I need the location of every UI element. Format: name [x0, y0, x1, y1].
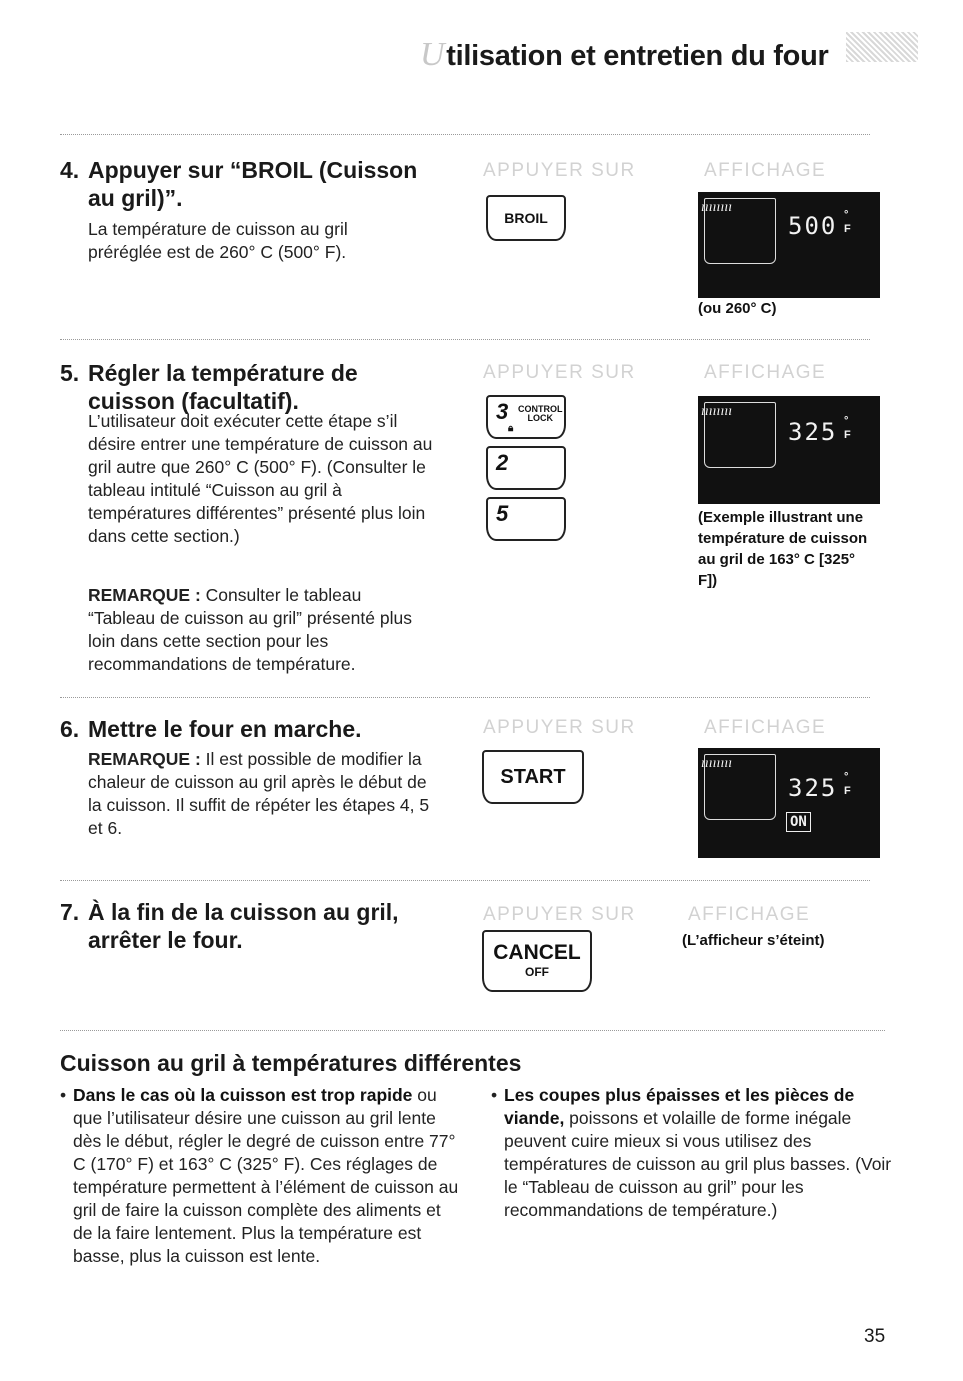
bullet-lead: Les coupes plus épaisses et les pièces de viande, — [504, 1085, 855, 1128]
divider — [60, 1030, 885, 1031]
oven-display-step-5 — [698, 396, 880, 504]
number-5-key[interactable] — [486, 497, 566, 541]
bullet-lead: Dans le cas où la cuisson est trop rapide — [73, 1085, 413, 1105]
bullet-text: poissons et volaille de forme inégale peuvent cuire mieux si vous utilisez des températures de cuisson au gril plus basses. (Voir le “Tableau de cuisson au gril” pour les recommandations de température.) — [504, 1108, 892, 1220]
display-unit-degree: ° — [844, 415, 849, 427]
number-2-key[interactable] — [486, 446, 566, 490]
note-label: REMARQUE : — [88, 749, 201, 769]
control-lock-label — [518, 405, 563, 423]
start-key[interactable] — [482, 750, 584, 804]
step-4-body: La température de cuisson au gril préréglée est de 260° C (500° F). — [88, 219, 348, 262]
display-unit-letter: F — [844, 785, 851, 797]
display-temperature: 500 — [788, 212, 838, 240]
oven-display-step-6 — [698, 748, 880, 858]
display-column-heading: AFFICHAGE — [704, 362, 827, 383]
off-key-label: OFF — [525, 965, 549, 979]
step-number: 4. — [60, 157, 80, 183]
key-number: 2 — [496, 450, 509, 475]
display-temperature: 325 — [788, 774, 838, 802]
step-title-line: Appuyer sur “BROIL (Cuisson — [88, 157, 418, 183]
section-title: Cuisson au gril à températures différentes — [60, 1050, 522, 1076]
start-key-label: START — [500, 765, 566, 788]
step-5-caption: (Exemple illustrant une température de cuisson au gril de 163° C [325° F]) — [698, 509, 868, 589]
display-column-heading: AFFICHAGE — [704, 717, 827, 738]
display-indicator: ıııııııı — [701, 756, 733, 771]
broil-key[interactable] — [486, 195, 566, 241]
note-text: Il est possible de modifier la chaleur de cuisson au gril après le début de la cuisson. Il suffit de répéter les étapes 4, 5 et 6. — [88, 749, 430, 838]
display-column-heading: AFFICHAGE — [688, 904, 811, 925]
step-6-note — [88, 748, 438, 840]
key-sublabel-top: CONTROL — [518, 404, 563, 414]
broil-key-label: BROIL — [504, 210, 548, 226]
press-column-heading: APPUYER SUR — [483, 160, 636, 181]
bullet-item-1 — [60, 1084, 460, 1268]
display-temperature: 325 — [788, 418, 838, 446]
divider — [60, 880, 870, 881]
step-7-caption: (L’afficheur s’éteint) — [682, 932, 825, 949]
step-number: 5. — [60, 360, 80, 386]
bullet-dot: • — [491, 1085, 498, 1105]
press-column-heading: APPUYER SUR — [483, 904, 636, 925]
step-title-line: Régler la température de — [88, 360, 358, 386]
display-indicator: ıııııııı — [701, 404, 733, 419]
header-title-initial: U — [420, 36, 445, 73]
step-4-title — [60, 156, 460, 212]
header-decoration — [846, 32, 918, 62]
oven-display-step-4 — [698, 192, 880, 298]
step-4-caption: (ou 260° C) — [698, 300, 777, 317]
page-number: 35 — [864, 1326, 886, 1347]
key-number: 3 — [496, 399, 509, 424]
press-column-heading: APPUYER SUR — [483, 717, 636, 738]
on-indicator-badge: ON — [786, 812, 811, 832]
step-title-line: cuisson (facultatif). — [88, 388, 299, 414]
display-unit-letter: F — [844, 429, 851, 441]
key-number: 5 — [496, 501, 509, 526]
step-number: 6. — [60, 716, 80, 742]
display-unit-letter: F — [844, 223, 851, 235]
header-title-text: tilisation et entretien du four — [446, 40, 829, 72]
cancel-off-key[interactable] — [482, 930, 592, 992]
note-label: REMARQUE : — [88, 585, 201, 605]
display-unit-degree: ° — [844, 209, 849, 221]
step-7-title — [60, 898, 460, 954]
cancel-key-label: CANCEL — [493, 941, 581, 964]
step-5-body: L’utilisateur doit exécuter cette étape s’il désire entrer une température de cuisson au gril autre que 260° C (500° F). (Consulter le tableau intitulé “Cuisson au gril à températures différentes” présenté plus loin dans cette section.) — [88, 411, 433, 546]
step-6-title — [60, 715, 460, 743]
number-3-key[interactable] — [486, 395, 566, 439]
bullet-item-2 — [491, 1084, 901, 1222]
step-title-line: au gril)”. — [88, 185, 183, 211]
display-column-heading: AFFICHAGE — [704, 160, 827, 181]
divider — [60, 134, 870, 135]
divider — [60, 697, 870, 698]
bullet-text: ou que l’utilisateur désire une cuisson au gril lente dès le début, régler le degré de cuisson entre 77° C (170° F) et 163° C (325° F). Ces réglages de température permettent à l’élément de cuisson au gril de faire la cuisson complète des aliments et de la faire lentement. Plus la température est basse, plus la cuisson est lente. — [73, 1085, 459, 1266]
page-header-title — [420, 36, 828, 74]
lock-icon: 🔒︎ — [508, 423, 514, 434]
note-text: Consulter le tableau “Tableau de cuisson au gril” présenté plus loin dans cette section pour les recommandations de température. — [88, 585, 412, 674]
key-sublabel-bottom: LOCK — [527, 413, 553, 423]
display-indicator: ıııııııı — [701, 200, 733, 215]
step-title-line: Mettre le four en marche. — [88, 716, 362, 742]
step-title-line: À la fin de la cuisson au gril, — [88, 899, 399, 925]
step-5-note — [88, 584, 433, 676]
bullet-dot: • — [60, 1085, 67, 1105]
step-title-line: arrêter le four. — [88, 927, 243, 953]
display-unit-degree: ° — [844, 771, 849, 783]
press-column-heading: APPUYER SUR — [483, 362, 636, 383]
step-number: 7. — [60, 899, 80, 925]
step-5-title — [60, 359, 460, 415]
divider — [60, 339, 870, 340]
